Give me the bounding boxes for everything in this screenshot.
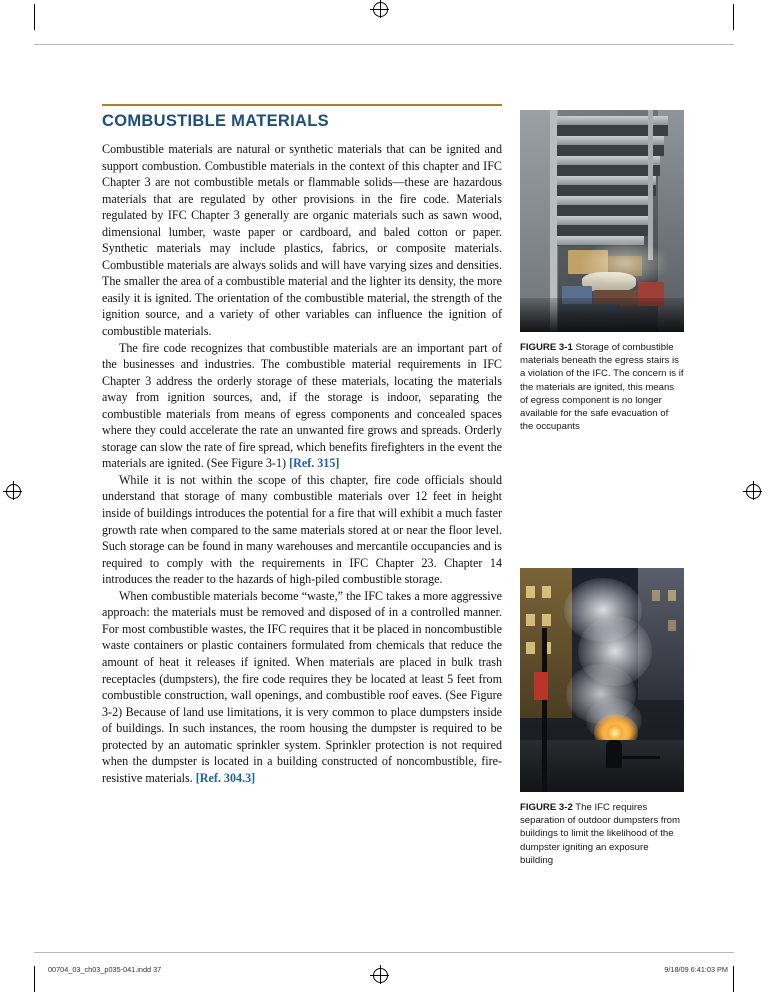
reference-315: [Ref. 315]: [289, 456, 340, 471]
figure-3-1-label: FIGURE 3-1: [520, 342, 573, 353]
figure-3-2-caption: [520, 801, 684, 867]
paragraph-2: [102, 340, 502, 472]
utility-pole: [542, 628, 547, 792]
figure-3-2-label: FIGURE 3-2: [520, 802, 573, 813]
figure-3-2: [520, 568, 684, 867]
figure-3-1-caption: [520, 341, 684, 433]
reference-304-3: [Ref. 304.3]: [195, 770, 256, 785]
figure-3-2-caption-text: The IFC requires separation of outdoor dumpsters from buildings to limit the likelihood of the dumpster igniting an exposure building: [520, 802, 680, 866]
section-title-rule: [102, 104, 502, 106]
night-dumpster-fire-photo: [520, 568, 684, 792]
figure-3-1: [520, 110, 684, 433]
page-title: COMBUSTIBLE MATERIALS: [102, 112, 329, 130]
paragraph-4-text: When combustible materials become “waste,” the IFC takes a more aggressive approach: the materials must be removed and disposed of in a controlled manner. For most combustible wastes, the IFC requires that it be placed in noncombustible waste containers or plastic containers formulated from chemicals that reduce the amount of heat it releases if ignited. When materials are placed in bulk trash receptacles (dumpsters), the fire code requires they be located at least 5 feet from combustible construction, wall openings, and combustible roof eaves. (See Figure 3-2) Because of land use limitations, it is very common to place dumpsters inside of buildings. In such instances, the room housing the dumpster is required to be protected by an automatic sprinkler system. Sprinkler protection is not required when the dumpster is located in a building constructed of noncombustible, fire-resistive materials.: [102, 588, 502, 785]
paragraph-2-text: The fire code recognizes that combustible materials are an important part of the businesses and industries. The combustible material requirements in IFC Chapter 3 address the orderly storage of these materials, locating the materials away from ignition sources, and, if the storage is indoor, separating the combustible materials from means of egress components and concealed spaces where they could accelerate the rate an unwanted fire grows and spreads. Orderly storage can slow the rate of fire spread, which benefits firefighters in the event the materials are ignited. (See Figure 3-1): [102, 340, 502, 471]
body-text-column: [102, 141, 502, 786]
firefighter-silhouette: [606, 740, 622, 768]
footer-file-name: 00704_03_ch03_p035-041.indd 37: [48, 965, 162, 974]
footer-timestamp: 9/18/09 6:41:03 PM: [664, 965, 728, 974]
figure-3-1-caption-text: Storage of combustible materials beneath the egress stairs is a violation of the IFC. The concern is if the materials are ignited, this means of egress component is no longer available for the safe evacuation of the occupants: [520, 342, 684, 433]
paragraph-3: While it is not within the scope of this chapter, fire code officials should understand that storage of many combustible materials over 12 feet in height inside of buildings introduces the potential for a fire that will exhibit a much faster growth rate when compared to the same materials stored at or near the floor level. Such storage can be found in many warehouses and mercantile occupancies and is required to comply with the requirements in IFC Chapter 23. Chapter 14 introduces the reader to the hazards of high-piled combustible storage.: [102, 472, 502, 587]
paragraph-4: [102, 588, 502, 787]
paragraph-1: Combustible materials are natural or synthetic materials that can be ignited and support combustion. Combustible materials in the context of this chapter and IFC Chapter 3 are not combustible metals or flammable solids—these are hazardous materials that are regulated by other provisions in the fire code. Materials regulated by IFC Chapter 3 generally are organic materials such as sawn wood, dimensional lumber, waste paper or cardboard, and baled cotton or paper. Synthetic materials may include plastics, fabrics, or composite materials. Combustible materials are always solids and will have varying sizes and densities. The smaller the area of a combustible material and the lighter its density, the more easily it is ignited. The orientation of the combustible material, the strength of the ignition source, and a variety of other variables can influence the ignition of combustible materials.: [102, 142, 502, 339]
street-sign: [534, 672, 548, 700]
combustible-storage-under-stairs-photo: [520, 110, 684, 332]
hose-line: [618, 756, 660, 759]
